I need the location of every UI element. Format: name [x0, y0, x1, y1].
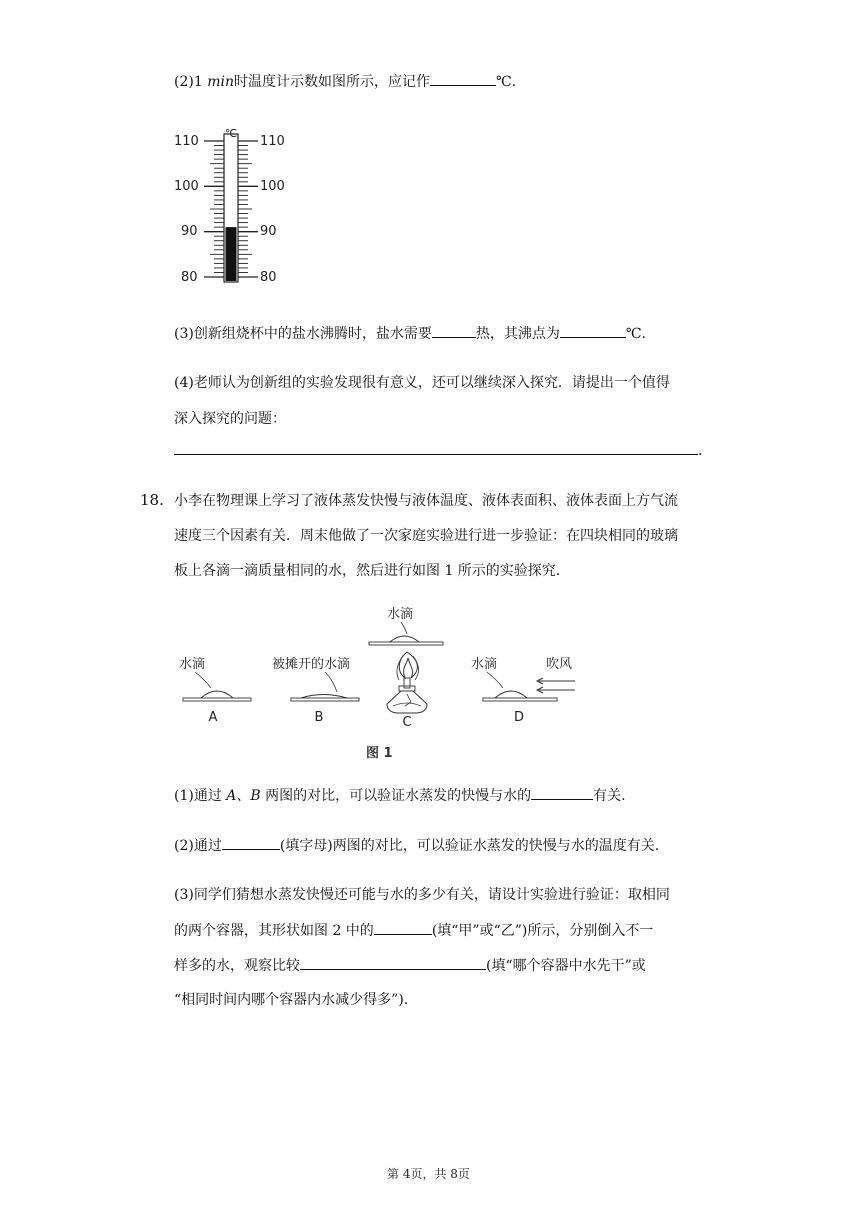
label-water-drop-a: 水滴: [179, 657, 206, 672]
letter-c: C: [402, 715, 412, 730]
glass-plate-a: [183, 698, 251, 701]
tick-label-right-80: 80: [260, 270, 277, 285]
q18-part1-sep: 、: [236, 788, 251, 804]
q18-part1: [174, 785, 626, 806]
q18-part3-line2: [174, 920, 653, 941]
flame: [399, 652, 417, 678]
q18-part1-t1: (1)通过: [174, 788, 227, 804]
question-number-18: 18.: [140, 491, 164, 509]
q18-part3-line3a: 样多的水，观察比较: [174, 958, 300, 974]
q18-part3-line4: “相同时间内哪个容器内水减少得多”).: [174, 992, 409, 1008]
q17-part2: [174, 71, 516, 92]
q18-part1-t2: 两图的对比，可以验证水蒸发的快慢与水的: [260, 788, 532, 804]
q17-part2-unit: min: [207, 74, 234, 90]
q18-part1-t3: 有关.: [593, 788, 626, 804]
q18-part2-t1: (2)通过: [174, 838, 222, 854]
q17-part3-text1: (3)创新组烧杯中的盐水沸腾时，盐水需要: [174, 326, 432, 342]
letter-a: A: [208, 710, 218, 725]
glass-plate-d: [483, 698, 557, 701]
label-water-drop-c: 水滴: [387, 607, 414, 622]
wind-arrows: [537, 678, 575, 693]
thermometer-liquid: [226, 227, 237, 281]
q18-part2: [174, 835, 659, 856]
q17-part3: [174, 323, 646, 344]
glass-plate-c: [369, 642, 443, 645]
q18-part3-line2a: 的两个容器，其形状如图 2 中的: [174, 923, 374, 939]
tick-label-right-110: 110: [260, 134, 285, 149]
q17-part4-answer-line: [174, 440, 702, 461]
tick-label-left-90: 90: [181, 224, 198, 239]
q18-intro-line2: 速度三个因素有关．周末他做了一次家庭实验进行进一步验证：在四块相同的玻璃: [174, 528, 678, 544]
tick-label-left-110: 110: [174, 134, 199, 149]
setup-d: [471, 656, 575, 725]
q18-part3-line3b: (填“哪个容器中水先干”或: [486, 958, 646, 974]
q17-part4-line2: 深入探究的问题：: [174, 411, 286, 427]
q18-part3-line1: (3)同学们猜想水蒸发快慢还可能与水的多少有关，请设计实验进行验证：取相同: [174, 887, 670, 903]
figure-1-caption: 图 1: [366, 746, 393, 761]
q18-part1-b: B: [250, 788, 261, 804]
answer-blank[interactable]: [300, 955, 486, 970]
q18-intro-line1: 小李在物理课上学习了液体蒸发快慢与液体温度、液体表面积、液体表面上方气流: [174, 493, 678, 509]
label-blow-wind: 吹风: [546, 657, 573, 672]
answer-blank[interactable]: [222, 835, 280, 850]
letter-b: B: [314, 710, 324, 725]
answer-blank[interactable]: [374, 920, 432, 935]
label-water-drop-d: 水滴: [471, 657, 498, 672]
q18-part3-line2b: (填“甲”或“乙”)所示，分别倒入不一: [431, 923, 654, 939]
q18-intro-line3: 板上各滴一滴质量相同的水，然后进行如图 1 所示的实验探究.: [174, 563, 561, 579]
tick-label-left-100: 100: [174, 179, 199, 194]
q18-part2-t2: (填字母)两图的对比，可以验证水蒸发的快慢与水的温度有关.: [279, 838, 660, 854]
tick-label-right-90: 90: [260, 224, 277, 239]
setup-b: [272, 656, 359, 725]
setup-c: [369, 606, 443, 730]
q17-part3-text2: 热，其沸点为: [475, 326, 560, 342]
answer-blank[interactable]: [560, 323, 626, 338]
q17-part4-line1: (4)老师认为创新组的实验发现很有意义，还可以继续深入探究．请提出一个值得: [174, 375, 670, 391]
page-footer: 第 4页，共 8页: [387, 1167, 470, 1181]
answer-blank[interactable]: [432, 323, 476, 338]
q17-part2-text: 时温度计示数如图所示，应记作: [233, 74, 430, 90]
q17-part2-prefix: (2)1: [174, 74, 208, 90]
label-spread-drop-b: 被摊开的水滴: [272, 657, 351, 672]
q17-part2-unit-c: ℃.: [495, 74, 517, 90]
q18-part1-a: A: [226, 788, 237, 804]
answer-blank[interactable]: [430, 71, 496, 86]
tick-label-left-80: 80: [181, 270, 198, 285]
q17-part3-text3: ℃.: [625, 326, 646, 342]
tick-label-right-100: 100: [260, 179, 285, 194]
figure-1: [175, 600, 595, 730]
thermometer-unit: ℃: [224, 127, 238, 140]
thermometer-figure: [170, 126, 300, 286]
answer-blank[interactable]: [531, 785, 593, 800]
letter-d: D: [513, 710, 525, 725]
setup-a: [179, 656, 251, 725]
q18-part3-line3: [174, 955, 646, 976]
q17-part4-end: .: [698, 443, 703, 459]
answer-blank[interactable]: [174, 440, 698, 455]
